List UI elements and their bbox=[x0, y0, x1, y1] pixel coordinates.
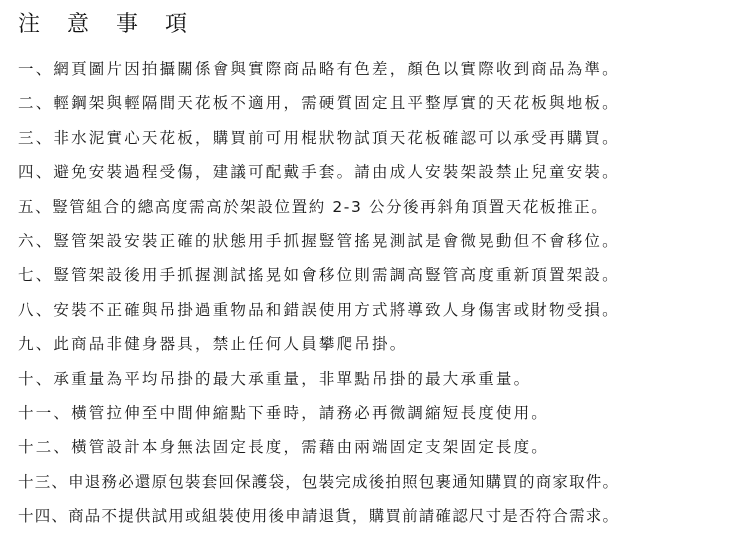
notice-title: 注 意 事 項 bbox=[18, 12, 197, 37]
notice-item-4: 四、避免安裝過程受傷，建議可配戴手套。請由成人安裝架設禁止兒童安裝。 bbox=[18, 163, 620, 182]
notice-item-10: 十、承重量為平均吊掛的最大承重量，非單點吊掛的最大承重量。 bbox=[18, 369, 532, 388]
notice-item-2: 二、輕鋼架與輕隔間天花板不適用，需硬質固定且平整厚實的天花板與地板。 bbox=[18, 94, 620, 113]
notice-item-5: 五、豎管組合的總高度需高於架設位置約 2-3 公分後再斜角頂置天花板推正。 bbox=[18, 197, 609, 216]
notice-item-12: 十二、橫管設計本身無法固定長度，需藉由兩端固定支架固定長度。 bbox=[18, 438, 550, 457]
notice-item-7: 七、豎管架設後用手抓握測試搖晃如會移位則需調高豎管高度重新頂置架設。 bbox=[18, 266, 620, 285]
notice-item-1: 一、網頁圖片因拍攝關係會與實際商品略有色差，顏色以實際收到商品為準。 bbox=[18, 60, 620, 78]
notice-item-11: 十一、橫管拉伸至中間伸縮點下垂時，請務必再微調縮短長度使用。 bbox=[18, 403, 550, 422]
notice-item-3: 三、非水泥實心天花板，購買前可用棍狀物試頂天花板確認可以承受再購買。 bbox=[18, 128, 620, 147]
notice-item-8: 八、安裝不正確與吊掛過重物品和錯誤使用方式將導致人身傷害或財物受損。 bbox=[18, 300, 620, 319]
notice-item-6: 六、豎管架設安裝正確的狀態用手抓握豎管搖晃測試是會微晃動但不會移位。 bbox=[18, 231, 620, 250]
notice-section bbox=[18, 8, 743, 533]
notice-item-14: 十四、商品不提供試用或組裝使用後申請退貨，購買前請確認尺寸是否符合需求。 bbox=[18, 507, 620, 526]
notice-item-13: 十三、申退務必還原包裝套回保護袋，包裝完成後拍照包裹通知購買的商家取件。 bbox=[18, 472, 620, 491]
notice-item-9: 九、此商品非健身器具，禁止任何人員攀爬吊掛。 bbox=[18, 335, 408, 354]
notice-list bbox=[18, 52, 743, 533]
